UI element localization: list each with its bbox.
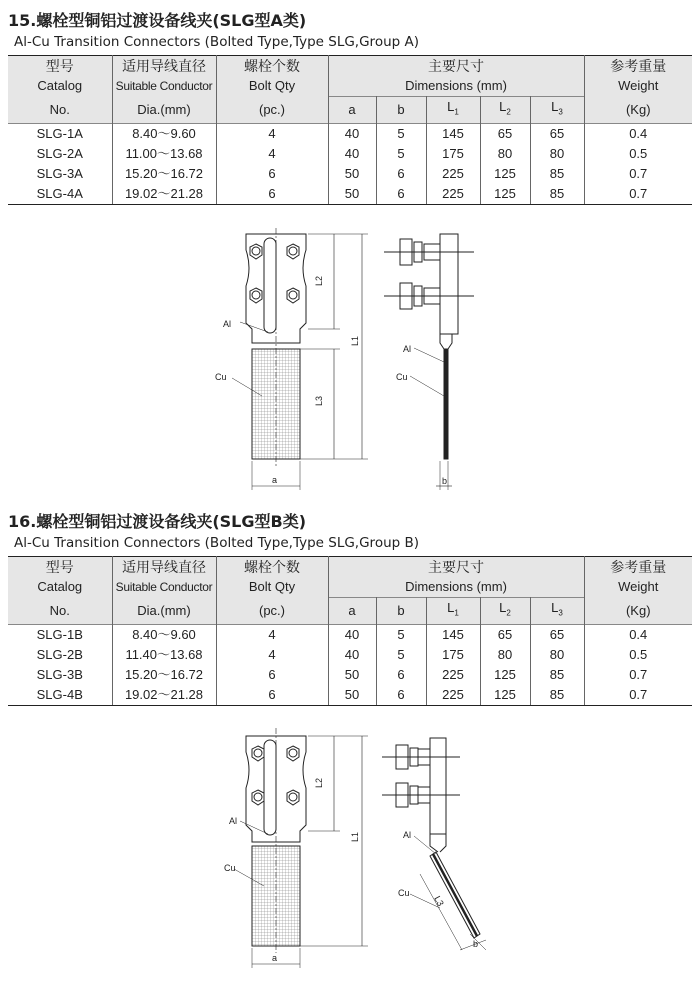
cell-catalog: SLG-2A xyxy=(8,144,112,164)
table-row xyxy=(8,685,692,706)
label-al: Al xyxy=(223,319,232,329)
dim-label-a: a xyxy=(272,475,278,485)
header-conductor-cn: 适用导线直径 xyxy=(112,557,216,578)
cell-l3: 85 xyxy=(530,685,584,706)
header-weight-cn: 参考重量 xyxy=(584,557,692,578)
front-view-b xyxy=(234,728,368,968)
cell-weight: 0.4 xyxy=(584,123,692,144)
header-weight-unit: (Kg) xyxy=(584,97,692,124)
cell-weight: 0.7 xyxy=(629,165,648,181)
table-row xyxy=(8,144,692,164)
cell-l2: 125 xyxy=(480,685,530,706)
cell-qty: 4 xyxy=(216,645,328,665)
header-dimensions-en: Dimensions (mm) xyxy=(328,577,584,598)
dim-label-l1: L1 xyxy=(350,831,360,842)
cell-qty: 6 xyxy=(216,665,328,685)
header-bolt-en: Bolt Qty xyxy=(216,76,328,97)
header-conductor-en: Suitable Conductor xyxy=(112,577,216,598)
header-dim-l1: $L_1$ xyxy=(426,598,480,625)
cell-dia: 15.20～16.72 xyxy=(112,665,216,685)
cell-weight: 0.7 xyxy=(629,666,648,682)
cell-dia: 19.02～21.28 xyxy=(112,184,216,205)
cell-catalog: SLG-1B xyxy=(8,624,112,645)
drawing-group-b xyxy=(0,728,700,978)
header-dim-b: b xyxy=(376,598,426,625)
header-dim-a: a xyxy=(328,97,376,124)
cell-l3: 85 xyxy=(530,164,584,184)
cell-catalog: SLG-2B xyxy=(8,645,112,665)
side-view-a xyxy=(384,234,474,490)
header-weight-unit: (Kg) xyxy=(584,598,692,625)
header-weight-en: Weight xyxy=(584,76,692,97)
cell-l2: 125 xyxy=(480,164,530,184)
header-dim-l1: $L_1$ xyxy=(426,97,480,124)
cell-b: 6 xyxy=(376,685,426,706)
header-conductor-cn: 适用导线直径 xyxy=(112,56,216,77)
cell-dia: 15.20～16.72 xyxy=(112,164,216,184)
cell-l1: 225 xyxy=(426,164,480,184)
cell-l3: 65 xyxy=(530,123,584,144)
dim-label-a: a xyxy=(272,953,278,963)
cell-b: 6 xyxy=(376,184,426,205)
cell-weight: 0.7 xyxy=(584,184,692,205)
cell-l1: 145 xyxy=(426,624,480,645)
header-dim-a: a xyxy=(328,598,376,625)
cell-l2: 80 xyxy=(480,144,530,164)
cell-a: 50 xyxy=(328,685,376,706)
header-dim-b: b xyxy=(376,97,426,124)
header-bolt-en: Bolt Qty xyxy=(216,577,328,598)
header-dim-l2: $L_2$ xyxy=(480,97,530,124)
table-row xyxy=(8,164,692,184)
cell-l1: 145 xyxy=(426,123,480,144)
cell-catalog: SLG-3A xyxy=(8,164,112,184)
spec-table-b xyxy=(8,556,692,706)
cell-l2: 65 xyxy=(480,123,530,144)
cell-dia: 8.40～9.60 xyxy=(112,624,216,645)
cell-dia: 19.02～21.28 xyxy=(112,685,216,706)
cell-qty: 6 xyxy=(216,184,328,205)
cell-b: 5 xyxy=(376,144,426,164)
header-dimensions-en: Dimensions (mm) xyxy=(328,76,584,97)
cell-l1: 225 xyxy=(426,685,480,706)
cell-b: 6 xyxy=(376,164,426,184)
cell-b: 5 xyxy=(376,624,426,645)
cell-a: 50 xyxy=(328,184,376,205)
cell-l3: 80 xyxy=(530,645,584,665)
header-model-cn: 型号 xyxy=(8,56,112,77)
header-conductor-unit: Dia.(mm) xyxy=(112,97,216,124)
cell-b: 5 xyxy=(376,645,426,665)
section-subtitle-a: Al-Cu Transition Connectors (Bolted Type,Type SLG,Group A) xyxy=(14,34,419,50)
side-label-al: Al xyxy=(403,830,412,840)
cell-l1: 225 xyxy=(426,184,480,205)
dim-label-l2: L2 xyxy=(314,777,324,788)
cell-b: 5 xyxy=(376,123,426,144)
header-model-no: No. xyxy=(8,598,112,625)
header-conductor-unit: Dia.(mm) xyxy=(112,598,216,625)
header-model-en: Catalog xyxy=(8,76,112,97)
cell-l3: 80 xyxy=(530,144,584,164)
dim-label-b: b xyxy=(473,939,479,949)
cell-catalog: SLG-3B xyxy=(8,665,112,685)
section-subtitle-b: Al-Cu Transition Connectors (Bolted Type,Type SLG,Group B) xyxy=(14,535,420,551)
header-bolt-unit: (pc.) xyxy=(216,97,328,124)
cell-a: 40 xyxy=(328,645,376,665)
cell-l2: 125 xyxy=(480,665,530,685)
table-row xyxy=(8,665,692,685)
cell-catalog: SLG-4B xyxy=(8,685,112,706)
dim-label-l3: L3 xyxy=(314,395,324,406)
side-label-cu: Cu xyxy=(396,372,408,382)
spec-table-a xyxy=(8,55,692,205)
dim-label-l1: L1 xyxy=(350,335,360,346)
cell-l2: 125 xyxy=(480,184,530,205)
side-label-al: Al xyxy=(403,344,412,354)
dim-label-l2: L2 xyxy=(314,275,324,286)
cell-b: 6 xyxy=(376,665,426,685)
side-label-cu: Cu xyxy=(398,888,410,898)
header-dimensions-cn: 主要尺寸 xyxy=(328,56,584,77)
cell-l3: 85 xyxy=(530,184,584,205)
cell-qty: 6 xyxy=(216,685,328,706)
header-dimensions-cn: 主要尺寸 xyxy=(328,557,584,578)
cell-weight: 0.5 xyxy=(629,646,648,662)
cell-a: 40 xyxy=(328,624,376,645)
cell-catalog: SLG-1A xyxy=(8,123,112,144)
label-al: Al xyxy=(229,816,238,826)
cell-qty: 4 xyxy=(216,123,328,144)
table-row xyxy=(8,645,692,665)
cell-l1: 225 xyxy=(426,665,480,685)
header-model-en: Catalog xyxy=(8,577,112,598)
cell-a: 50 xyxy=(328,164,376,184)
cell-l1: 175 xyxy=(426,144,480,164)
cell-a: 50 xyxy=(328,665,376,685)
cell-catalog: SLG-4A xyxy=(8,184,112,205)
header-bolt-cn: 螺栓个数 xyxy=(216,557,328,578)
side-view-b xyxy=(382,738,486,950)
cell-l2: 65 xyxy=(480,624,530,645)
cell-weight: 0.7 xyxy=(584,685,692,706)
table-row xyxy=(8,624,692,645)
cell-qty: 4 xyxy=(216,144,328,164)
header-bolt-cn: 螺栓个数 xyxy=(216,56,328,77)
header-dim-l2: $L_2$ xyxy=(480,598,530,625)
cell-a: 40 xyxy=(328,144,376,164)
cell-weight: 0.4 xyxy=(584,624,692,645)
drawing-group-a xyxy=(0,228,700,498)
cell-l3: 85 xyxy=(530,665,584,685)
cell-l1: 175 xyxy=(426,645,480,665)
cell-qty: 6 xyxy=(216,164,328,184)
cell-a: 40 xyxy=(328,123,376,144)
dim-label-l3: L3 xyxy=(432,894,446,908)
header-weight-en: Weight xyxy=(584,577,692,598)
section-title-a: 15.螺栓型铜铝过渡设备线夹(SLG型A类) xyxy=(8,11,307,30)
dim-label-b: b xyxy=(442,476,448,486)
cell-dia: 11.00～13.68 xyxy=(112,144,216,164)
header-conductor-en: Suitable Conductor xyxy=(112,76,216,97)
header-model-cn: 型号 xyxy=(8,557,112,578)
header-bolt-unit: (pc.) xyxy=(216,598,328,625)
cell-qty: 4 xyxy=(216,624,328,645)
cell-weight: 0.5 xyxy=(629,145,648,161)
table-row xyxy=(8,184,692,205)
header-dim-l3: $L_3$ xyxy=(530,598,584,625)
front-view-a xyxy=(232,228,368,490)
label-cu: Cu xyxy=(215,372,227,382)
cell-l2: 80 xyxy=(480,645,530,665)
header-weight-cn: 参考重量 xyxy=(584,56,692,77)
cell-dia: 11.40～13.68 xyxy=(112,645,216,665)
label-cu: Cu xyxy=(224,863,236,873)
table-row xyxy=(8,123,692,144)
header-dim-l3: $L_3$ xyxy=(530,97,584,124)
cell-l3: 65 xyxy=(530,624,584,645)
cell-dia: 8.40～9.60 xyxy=(112,123,216,144)
section-title-b: 16.螺栓型铜铝过渡设备线夹(SLG型B类) xyxy=(8,512,307,531)
header-model-no: No. xyxy=(8,97,112,124)
